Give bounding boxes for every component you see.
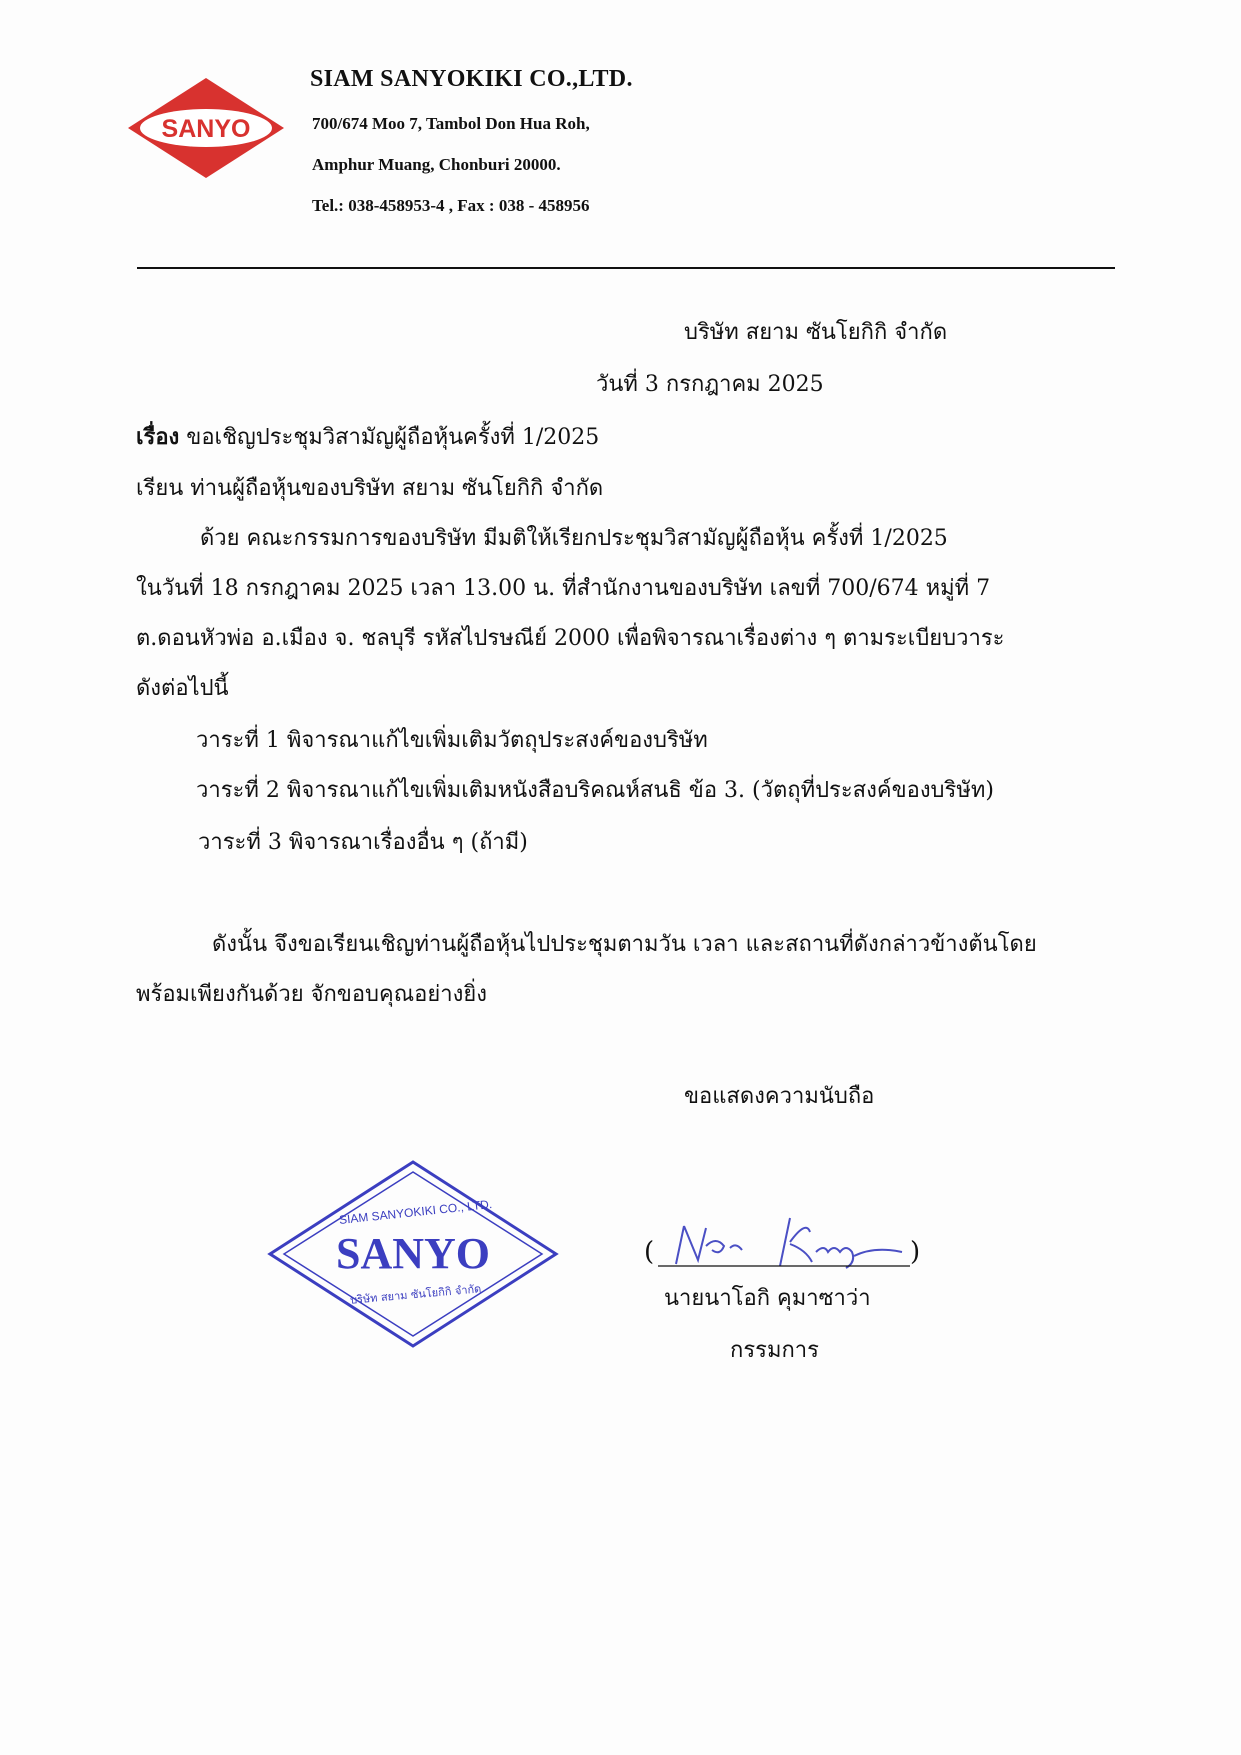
subject-text: ขอเชิญประชุมวิสามัญผู้ถือหุ้นครั้งที่ 1/2025 (186, 425, 600, 450)
sender: บริษัท สยาม ซันโยกิกิ จำกัด (684, 320, 948, 345)
signatory-title: กรรมการ (730, 1338, 819, 1363)
regards: ขอแสดงความนับถือ (684, 1084, 875, 1109)
signature (640, 1208, 930, 1280)
salutation: เรียน ท่านผู้ถือหุ้นของบริษัท สยาม ซันโยกิกิ จำกัด (136, 476, 604, 501)
signatory-name: นายนาโอกิ คุมาซาว่า (664, 1286, 871, 1311)
svg-text:(: ( (644, 1237, 655, 1267)
stamp-top-text: SIAM SANYOKIKI CO., LTD. (338, 1197, 493, 1228)
agenda-item-2: วาระที่ 2 พิจารณาแก้ไขเพิ่มเติมหนังสือบริคณห์สนธิ ข้อ 3. (วัตถุที่ประสงค์ของบริษัท) (196, 778, 994, 803)
body-line-4: ดังต่อไปนี้ (136, 676, 229, 701)
contact-line: Tel.: 038-458953-4 , Fax : 038 - 458956 (312, 196, 590, 215)
svg-text:): ) (910, 1237, 921, 1267)
agenda-item-3: วาระที่ 3 พิจารณาเรื่องอื่น ๆ (ถ้ามี) (198, 830, 528, 855)
company-name: SIAM SANYOKIKI CO.,LTD. (310, 66, 633, 92)
body-line-3: ต.ดอนหัวพ่อ อ.เมือง จ. ชลบุรี รหัสไปรษณีย์ 2000 เพื่อพิจารณาเรื่องต่าง ๆ ตามระเบียบวาระ (136, 626, 1005, 651)
body-line-2: ในวันที่ 18 กรกฎาคม 2025 เวลา 13.00 น. ที่สำนักงานของบริษัท เลขที่ 700/674 หมู่ที่ 7 (136, 576, 991, 601)
subject-line (136, 422, 599, 453)
address-line-1: 700/674 Moo 7, Tambol Don Hua Roh, (312, 114, 590, 133)
closing-line-1: ดังนั้น จึงขอเรียนเชิญท่านผู้ถือหุ้นไปประชุมตามวัน เวลา และสถานที่ดังกล่าวข้างต้นโดย (212, 932, 1037, 957)
header-divider (137, 267, 1115, 269)
address-line-2: Amphur Muang, Chonburi 20000. (312, 155, 561, 174)
closing-line-2: พร้อมเพียงกันด้วย จักขอบคุณอย่างยิ่ง (136, 982, 487, 1007)
stamp-bottom-text: บริษัท สยาม ซันโยกิกิ จำกัด (349, 1282, 482, 1307)
agenda-item-1: วาระที่ 1 พิจารณาแก้ไขเพิ่มเติมวัตถุประสงค์ของบริษัท (196, 728, 708, 753)
logo-text: SANYO (161, 115, 251, 143)
body-line-1: ด้วย คณะกรรมการของบริษัท มีมติให้เรียกประชุมวิสามัญผู้ถือหุ้น ครั้งที่ 1/2025 (200, 526, 948, 551)
letter-date: วันที่ 3 กรกฎาคม 2025 (596, 372, 824, 397)
company-stamp (266, 1158, 560, 1350)
subject-label: เรื่อง (136, 424, 180, 450)
sanyo-logo (126, 76, 286, 180)
stamp-center-text: SANYO (335, 1229, 491, 1278)
